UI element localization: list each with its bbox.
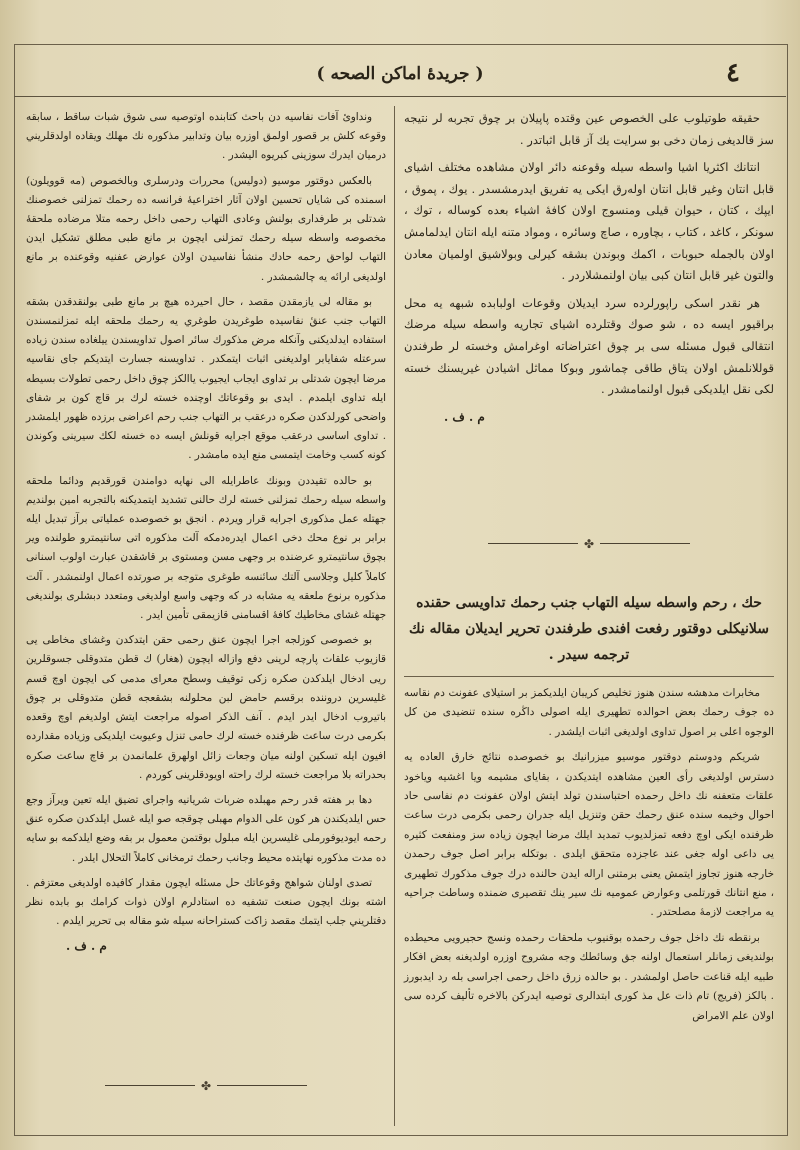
section-ornament [404,536,774,550]
article-body [404,684,774,1032]
article-title: حك ، رحم واسطه سيله التهاب جنب رحمك تداويسى حقنده سلانيكلى دوقتور رفعت افندى طرفندن تحرير ايديلان مقاله نك ترجمه سيدر . [409,595,769,663]
title-rule [404,676,774,677]
paragraph: شريكم ودوستم دوقتور موسيو ميزرانيك بو خصوصده نتائج خارق العاده يه دسترس اولديغى رأى العين مشاهده ايتديكدن ، بقاياى مشيمه ويا اغشيه وياخود علقات متعفنه نك داخل رحمده احتباسندن تولد ايتش اولان عفونت دم نفاسى حاد احوال وخيمه سنده عنق رحمك حقن وتنزيل ايله جدران رحمى بكرمى درت ساعت ظرفنده ايكى اوچ دفعه تمزلديوب تمديد ايلك مرضا ايچون زياده سز ومنفعت كثيره يى داعى اوله جغى عند عاجزده متحقق ايلدى . بوتكله برابر اصل جوف رحمدن خارجه هنوز تجاوز ايتمش يعنى برمتنى اراله ايدن حالنده درك جوف مذكورك تطهيرى ، منع انتانك قورتلمى وعوارض عموميه نك سير ينك تقصيرى ضمنده وساطت جراحيه يه مراجعت لازمهٔ مصلحتدر . [404,751,774,919]
paragraph: مخابرات مدهشه سندن هنوز تخليص كريبان ايلديكمز بر استيلاى عفونت دم نقاسه ده جوف رحمك بعض احوالده تطهيرى ايله اصولى داڭره سنده تنضيدى من كل الوجوه اعلى بر اصول تداوى اولديغى اثبات ايلشدر . [404,687,774,738]
paragraph: حقيقه طوتيلوب على الخصوص عين وقتده پاپيلان بر چوق تجربه لر نتيجه سز قالديغى زمان دخى بو سرايت يك آز قابل اثباتدر . [404,111,774,147]
paragraph: بو حالده تقيددن وبونك عاطرايله الى نهايه دوامندن قورقديم ودائما ملحقه واسطه سيله رحمك تمزلنى خسته لرك حالنى تشديد ايتمديكنه بالتجربه امين بولنديم جهتله عمل مذكورى اجرايه قرار ويردم . انجق بو خصوصده عملياتى برآز تبديل ايله برابر بر نوع محك دخى اعمال ايدرەدمكه آلت مذكوره اتى سانتيمترو طولنده وير بچوق سانتيمترو عرضنده بر وجهى مسن ومستوى بر قاشقدن عبارت اولوب اسنانى كاملاً كليل وجلاسى آلتك سائنسه طوغرى متوجه بر صورتده اعمال اولنمشدر . آلت مذكوره برنوع ملعقه يه مشابه در كه وجهى واسع اولديغى ومتعدد دبشلرى بولنديغى جهتله غشاى مخاطيك كافهٔ اقسامنى قازيمقى تأمين ايدر . [26,474,386,622]
right-column-continued-text [404,108,774,428]
page-number: ٤ [726,58,740,88]
paragraph: انتانك اكثريا اشيا واسطه سيله وقوعنه دائر اولان مشاهده مختلف اشياى قابل انتان وغير قابل انتان اولەرق ايكى يه تفريق ايدرمشسدر . يوك ، پموق ، ايپك ، كتان ، حيوان قيلى ومنسوج اولان كافهٔ اشياء بعده كوساله ، توك ، سونكر ، كاغد ، كتاب ، بچاوره ، صاچ وسائره ، ومواد متنه ايله انتان ايدلمامش اولان بالجمله حبوبات ، اكمك وبوندن بشقه كيرلى وبولاشيق اولميان معادن والتون غير قابل انتان كبى بيان اولنمشلاردر . [404,160,774,283]
left-column-text [26,108,386,957]
paragraph: تصدى اولنان شواهج وقوعاتك حل مسئله ايچون مقدار كافيده اولديغى معتزفم . اشته بونك ايچون صنعت تشفيه ده استادلرم اولان ذوات كرامك بو بابده نظر دقتلريني جلب ايتمك مقصد زاكت كستراحانه سيله شو مقاله بى تحرير ايلدم . [26,876,386,928]
paragraph: برنقطه نك داخل جوف رحمده بوقنيوب ملحقات رحمده ونسج حجيرويى محيطده بولنديغى زمانلر استعمال اولنه جق وسائطك وجه مشروح اوزره اولديغنه بعض افكار طبيه ايله قناعت حاصل اولمشدر . بو حالده زرق داخل رحمى اجراسى بله رد ايدبورز . بالكز (فريج) تام ذات عل مذ كورى ابتدالرى توصيه ايدركن بالاخره تأليف كرده سى اولان علم الامراض [404,931,774,1022]
paragraph: دها بر هفته قدر رحم مهبلده ضربات شريانيه واجراى تضيق ايله تعين ويرآز وجع حس ايلديكندن هر كون على الدوام مهبلى چوقجه صو ايله غسل ايلدكدن صكره عنق رحمه ايوديوفورملى غليسرين ايله مبلول بوقتمن معمول بر بقه وضع ايلدكمه بو سايه ده مدت مذكوره نهايتده محيط وجانب رحمك ترمخانى كاملاً التحلال ايلدر . [26,793,386,864]
header-rule [14,96,786,97]
author-signature: م . ف . [66,939,107,954]
running-title: ( جريدهٔ اماكن الصحه ) [316,64,484,84]
column-divider [394,106,395,1126]
paragraph: بالعكس دوقتور موسيو (دوليس) محررات ودرسلرى وبالخصوص (مه قوويلون) اسمنده كى شاياں تحسين اولان آثار اختراعيهٔ فرانسه ده رحمك تمزلنى خصوصنك شدتلى بر طرفدارى بولنش وعادى التهاب رحمى داخل رحمه متلا مرضاده ملحقهٔ مخصوصه واسطه سيله رحمك تمزلنى ايچون بر مانع طبى مطلق تشكيل ايدن التهاب لواحق رحمه حادك منشأ نفاسيدن اولان عوارض عفنيه وقوعنده بر مانع اولديغى ارائه يه چالشمشدر . [26,174,386,283]
ornament-star-icon: ✤ [200,1078,212,1093]
author-signature: م . ف . [444,409,485,424]
section-ornament [26,1078,386,1092]
paragraph: ونداوىٔ آفات نفاسيه دن باحث كتابنده اوتوصيه سى شوق شبات ساقط ، سابقه وقوعه كلش بر قصور اولمق اوزره بيان وتدابير مذكوره نك مهلك ويقاده اولدقلريني درميان ايدرك سوزينى كبريوه اليشدر . [26,111,386,162]
paragraph: بو مقاله لى يازمقدن مقصد ، حال احيرده هيچ بر مانع طبى بولنقدقدن بشقه التهاب جنب عنقٔ نفاسيده طوغريدن طوغري يه رحمك ملحقه ايله تمزلنمسندن استفاده ايدلديكنى وآنكله مرض مذكورك سائر اصول تداويسندن ييلغاده سندن زياده سرعتله شفايابر اولديغنى اثبات ايتمكدر . تداويسنه جسارت ايتديكم جاى نقاسيه مرضا ايچون شدتلى بر تداوى ايجاب ايجيوب ياالكز چوق داخل رحمى تطولات بسيطه ايله تداوى ايلمدم . ايدى بو وقوعاتك اوچنده خسته لرك بر قاچ كون بر شفاى واضحى كورلدكدن صكره درعقب بر التهاب جنب رحم اعراضى برزده ظهور ايلمشدر . تداوى اساسى درعقب موقع اجرايه قونلش ايسه ده خسته لكك سيرينى وكوندن كونه كسب وخامت ايتمسى منع ايده مامشدر . [25,295,386,462]
paragraph: هر نقدر اسكى راپورلرده سرد ايديلان وقوعات اولبابده شبهه يه محل براقيور ايسه ده ، شو صوك وقتلرده اشياى تجاريه واسطه سيله مرضك انتقالى قبول مسئله سى بر چوق اعتراضاته اوغرامش وخسته لر طرفندن قوللانلمش اولان يتاق طاقى چماشور وبوكا مماثل اشيادن غيريسنك خسته لكى نقل ايلديكى قبول اولنمامشدر . [404,295,774,397]
ornament-star-icon: ✤ [583,536,595,551]
page-header [14,58,786,94]
paragraph: بو خصوصى كوزلجه اجرا ايچون عنق رحمى حقن ايتدكدن وغشاى مخاطى يى قازيوب علقات پارچه لرينى دفع وازاله ايچون (هغار) ك قطن متدوقلى جسوقلرين ريى ادخال ايلدكدن صكره زكى توقيف وسطح معراى مدمى كى ايچون اوچ قسم غليسرين دروننده برقسم حامض لبن محلولنه بشقعجه قطن متدوقلى بر چوق باتيروب ادخال ايدر ايدم . آنف الذكر اصوله مراجعت ايتش اولديغم اوچ وقعده بكرمى درت ساعت ظرفنده خسته لرك حامى تنزل وعيوبت ايلديكى وزياده مقدارده افيون ايله تسكين اولنه ميان وجعات زائل اولهرق علمانمدن بر قاچ ساعت صكره بحدراته بلا مراجعت خسته لرك راحته اويودقلرينى كوردم . [26,634,386,781]
